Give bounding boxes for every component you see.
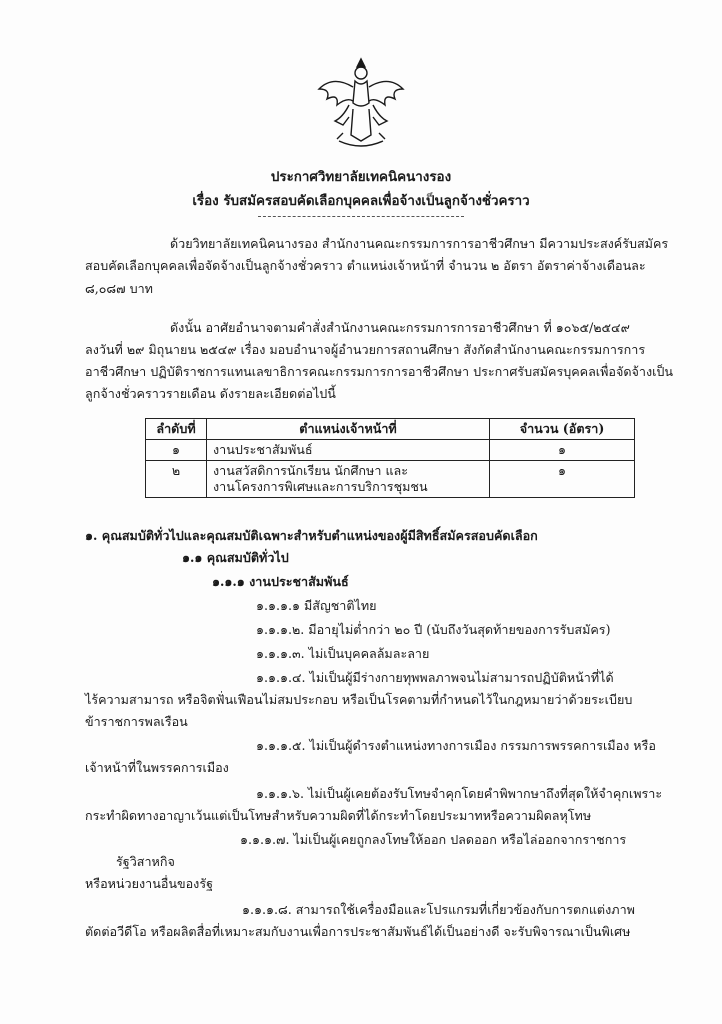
item-6-line-1: ๑.๑.๑.๖. ไม่เป็นผู้เคยต้องรับโทษจำคุกโดยคำพิพากษาถึงที่สุดให้จำคุกเพราะ	[256, 786, 663, 801]
item-2: ๑.๑.๑.๒. มีอายุไม่ต่ำกว่า ๒๐ ปี (นับถึงวันสุดท้ายของการรับสมัคร)	[256, 622, 611, 637]
intro-line-3: ๘,๐๘๗ บาท	[85, 281, 153, 296]
row-order: ๒	[146, 461, 207, 498]
item-8-line-2: ตัดต่อวีดีโอ หรือผลิตสื่อที่เหมาะสมกับงานเพื่อการประชาสัมพันธ์ได้เป็นอย่างดี จะรับพิจารณาเป็นพิเศษ	[85, 924, 631, 939]
title-divider	[258, 216, 464, 217]
position-name: งานประชาสัมพันธ์	[213, 442, 313, 457]
section-1-heading: ๑. คุณสมบัติทั่วไปและคุณสมบัติเฉพาะสำหรับตำแหน่งของผู้มีสิทธิ์สมัครสอบคัดเลือก	[85, 528, 538, 543]
authority-line-2: ลงวันที่ ๒๙ มิถุนายน ๒๕๔๙ เรื่อง มอบอำนาจผู้อำนวยการสถานศึกษา สังกัดสำนักงานคณะกรรมการการ	[85, 342, 646, 357]
item-4-line-3: ข้าราชการพลเรือน	[85, 714, 188, 729]
header-count: จำนวน (อัตรา)	[490, 419, 635, 440]
row-order: ๑	[146, 440, 207, 461]
positions-table	[145, 418, 635, 498]
authority-line-4: ลูกจ้างชั่วคราวรายเดือน ดังรายละเอียดต่อไปนี้	[85, 386, 336, 401]
section-1-1-1-heading: ๑.๑.๑ งานประชาสัมพันธ์	[212, 574, 349, 589]
announcement-title: ประกาศวิทยาลัยเทคนิคนางรอง	[270, 169, 452, 185]
garuda-emblem-icon	[313, 55, 409, 151]
intro-line-2: สอบคัดเลือกบุคคลเพื่อจัดจ้างเป็นลูกจ้างชั่วคราว ตำแหน่งเจ้าหน้าที่ จำนวน ๒ อัตรา อัตราค่าจ้างเดือนละ	[85, 258, 646, 273]
item-7-line-1: ๑.๑.๑.๗. ไม่เป็นผู้เคยถูกลงโทษให้ออก ปลดออก หรือไล่ออกจากราชการ	[240, 832, 627, 847]
row-count: ๑	[490, 440, 635, 461]
item-7-line-2: รัฐวิสาหกิจ	[116, 854, 175, 869]
item-8-line-1: ๑.๑.๑.๘. สามารถใช้เครื่องมือและโปรแกรมที่เกี่ยวข้องกับการตกแต่งภาพ	[242, 902, 635, 917]
position-name: งานสวัสดิการนักเรียน นักศึกษา และ	[213, 463, 409, 478]
item-5-line-1: ๑.๑.๑.๕. ไม่เป็นผู้ดำรงตำแหน่งทางการเมือง กรรมการพรรคการเมือง หรือ	[256, 738, 656, 753]
header-order: ลำดับที่	[146, 419, 207, 440]
position-name-cont: งานโครงการพิเศษและการบริการชุมชน	[213, 479, 428, 494]
item-4-line-1: ๑.๑.๑.๔. ไม่เป็นผู้มีร่างกายทุพพลภาพจนไม่สามารถปฏิบัติหน้าที่ได้	[256, 670, 614, 685]
item-7-line-3: หรือหน่วยงานอื่นของรัฐ	[85, 876, 214, 891]
item-1: ๑.๑.๑.๑ มีสัญชาติไทย	[256, 598, 377, 613]
item-3: ๑.๑.๑.๓. ไม่เป็นบุคคลล้มละลาย	[256, 646, 430, 661]
item-4-line-2: ไร้ความสามารถ หรือจิตฟั่นเฟือนไม่สมประกอบ หรือเป็นโรคตามที่กำหนดไว้ในกฎหมายว่าด้วยระเบียบ	[85, 692, 633, 707]
row-count: ๑	[490, 461, 635, 498]
intro-line-1: ด้วยวิทยาลัยเทคนิคนางรอง สำนักงานคณะกรรมการการอาชีวศึกษา มีความประสงค์รับสมัคร	[170, 236, 669, 251]
row-position	[207, 461, 490, 498]
header-position: ตำแหน่งเจ้าหน้าที่	[207, 419, 490, 440]
announcement-subject: เรื่อง รับสมัครสอบคัดเลือกบุคคลเพื่อจ้างเป็นลูกจ้างชั่วคราว	[192, 193, 530, 209]
item-6-line-2: กระทำผิดทางอาญาเว้นแต่เป็นโทษสำหรับความผิดที่ได้กระทำโดยประมาทหรือความผิดลหุโทษ	[85, 808, 592, 823]
item-5-line-2: เจ้าหน้าที่ในพรรคการเมือง	[85, 760, 229, 775]
table-row	[146, 461, 635, 498]
table-row	[146, 440, 635, 461]
table-header-row	[146, 419, 635, 440]
row-position	[207, 440, 490, 461]
section-1-1-heading: ๑.๑ คุณสมบัติทั่วไป	[182, 550, 289, 565]
authority-line-3: อาชีวศึกษา ปฏิบัติราชการแทนเลขาธิการคณะกรรมการการอาชีวศึกษา ประกาศรับสมัครบุคคลเพื่อจัดจ้างเป็น	[85, 364, 674, 379]
authority-line-1: ดังนั้น อาศัยอำนาจตามคำสั่งสำนักงานคณะกรรมการการอาชีวศึกษา ที่ ๑๐๖๕/๒๕๔๙	[170, 320, 630, 335]
